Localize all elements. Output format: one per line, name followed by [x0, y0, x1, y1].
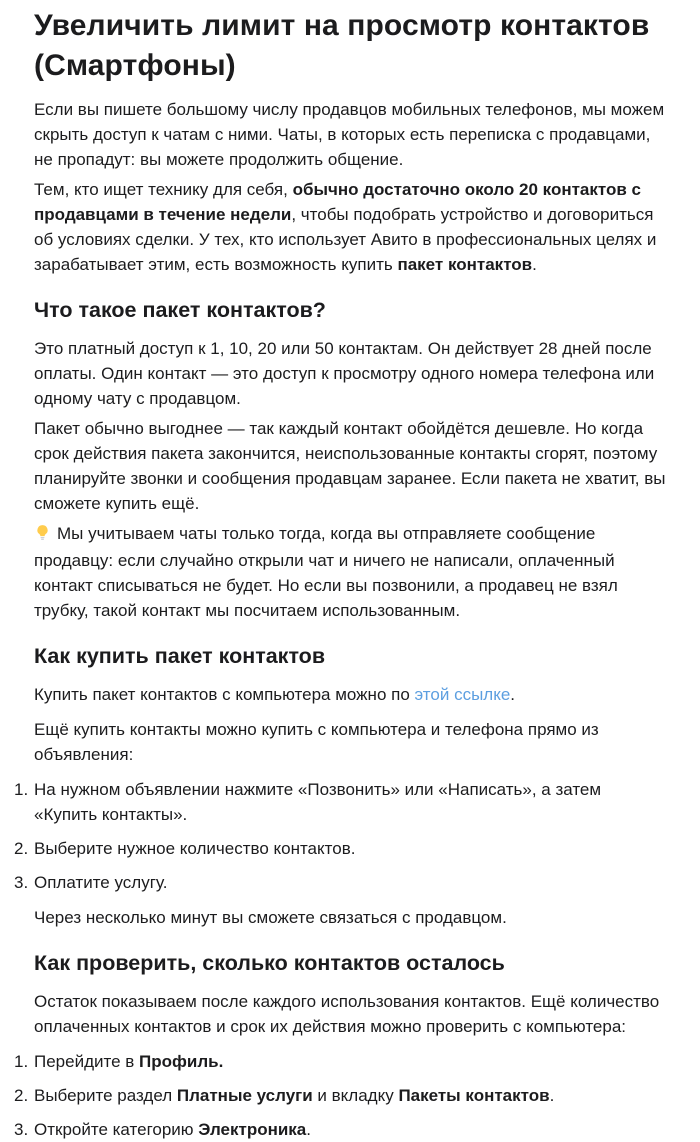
buy-step-1-text: На нужном объявлении нажмите «Позвонить» или «Написать», а затем «Купить контакты». [34, 780, 602, 824]
check-step-1-bold-profile: Профиль. [139, 1052, 224, 1071]
intro-p2-text: Тем, кто ищет технику для себя, [34, 180, 293, 199]
section-heading-what-is-package: Что такое пакет контактов? [34, 298, 326, 322]
check-step-1-text: Перейдите в [34, 1052, 140, 1071]
check-step-2-text: Выберите раздел [34, 1086, 177, 1105]
buy-package-link[interactable]: этой ссылке [414, 685, 511, 704]
check-step-3-text: Откройте категорию [34, 1120, 199, 1139]
intro-paragraph-2 [34, 177, 666, 277]
buy-step-1 [14, 777, 666, 827]
check-step-2-bold-contact-packages: Пакеты контактов [398, 1086, 550, 1105]
buy-steps-list [14, 777, 666, 895]
what-is-paragraph-2: Пакет обычно выгоднее — так каждый контакт обойдётся дешевле. Но когда срок действия пакета закончится, неиспользованные контакты сгорят, поэтому планируйте звонки и сообщения продавцам заранее. Если пакета не хватит, вы сможете купить ещё. [34, 419, 666, 513]
intro-p2-text-end: . [532, 255, 537, 274]
check-step-3-number: 3. [14, 1120, 29, 1139]
buy-step-3-number: 3. [14, 873, 29, 892]
buy-step-3 [14, 870, 666, 895]
buy-step-2-number: 2. [14, 839, 29, 858]
check-step-3-bold-electronics: Электроника [198, 1120, 307, 1139]
intro-p2-bold-contacts-per-week: обычно достаточно около 20 контактов с продавцами в течение недели [34, 180, 642, 224]
section-heading-how-to-check: Как проверить, сколько контактов осталось [34, 951, 505, 975]
what-is-paragraph-1: Это платный доступ к 1, 10, 20 или 50 контактам. Он действует 28 дней после оплаты. Один контакт — это доступ к просмотру одного номера телефона или одному чату с продавцом. [34, 339, 655, 408]
section-heading-how-to-buy: Как купить пакет контактов [34, 644, 326, 668]
check-step-3 [14, 1117, 666, 1142]
intro-p2-bold-package: пакет контактов [397, 255, 533, 274]
check-step-1 [14, 1049, 666, 1074]
how-buy-paragraph-2: Ещё купить контакты можно купить с компьютера и телефона прямо из объявления: [34, 720, 599, 764]
how-buy-link-text-pre: Купить пакет контактов с компьютера можно по [34, 685, 415, 704]
check-step-2 [14, 1083, 666, 1108]
how-buy-link-text-end: . [510, 685, 516, 704]
intro-p2-text-mid: , чтобы подобрать устройство и договориться об условиях сделки. У тех, кто использует Авито в профессиональных целях и зарабатывает этим, есть возможность купить [34, 205, 657, 274]
lightbulb-icon [34, 523, 51, 548]
buy-step-1-number: 1. [14, 780, 29, 799]
buy-step-3-text: Оплатите услугу. [34, 873, 168, 892]
buy-step-2 [14, 836, 666, 861]
check-steps-list [14, 1049, 666, 1142]
how-check-paragraph-1: Остаток показываем после каждого использования контактов. Ещё количество оплаченных контактов и срок их действия можно проверить с компьютера: [34, 992, 660, 1036]
how-buy-paragraph-link [34, 682, 666, 707]
tip-paragraph [34, 521, 666, 623]
intro-paragraph-1: Если вы пишете большому числу продавцов мобильных телефонов, мы можем скрыть доступ к чатам с ними. Чаты, в которых есть переписка с продавцами, не пропадут: вы можете продолжить общение. [34, 100, 665, 169]
check-step-1-number: 1. [14, 1052, 29, 1071]
page-title: Увеличить лимит на просмотр контактов (Смартфоны) [34, 9, 650, 82]
buy-step-2-text: Выберите нужное количество контактов. [34, 839, 356, 858]
check-step-3-end: . [306, 1120, 312, 1139]
tip-text: Мы учитываем чаты только тогда, когда вы отправляете сообщение продавцу: если случайно открыли чат и ничего не написали, оплаченный контакт списываться не будет. Но если вы позвонили, а продавец не взял трубку, такой контакт мы посчитаем использованным. [34, 524, 618, 620]
check-step-2-number: 2. [14, 1086, 29, 1105]
how-buy-paragraph-final: Через несколько минут вы сможете связаться с продавцом. [34, 908, 507, 927]
check-step-2-text-mid: и вкладку [312, 1086, 399, 1105]
check-step-2-bold-paid-services: Платные услуги [176, 1086, 313, 1105]
check-step-2-end: . [549, 1086, 555, 1105]
